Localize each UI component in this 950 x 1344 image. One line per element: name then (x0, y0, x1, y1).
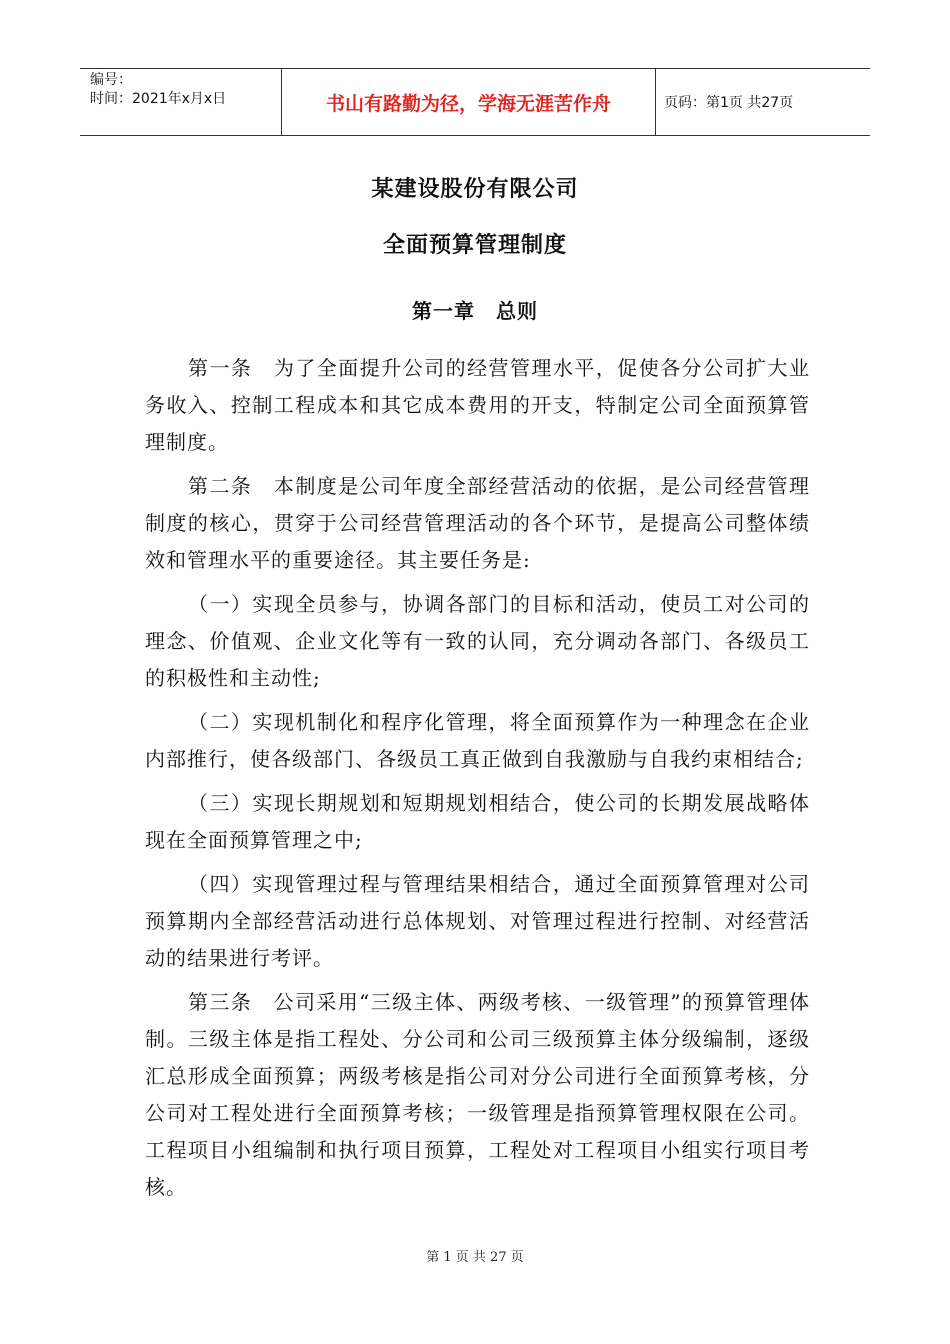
header-motto-cell (282, 69, 656, 135)
header-page-cell (656, 69, 870, 135)
document-title: 全面预算管理制度 (382, 233, 567, 258)
paragraph: （三）实现长期规划和短期规划相结合，使公司的长期发展战略体现在全面预算管理之中; (145, 791, 810, 852)
document-body (145, 350, 810, 1213)
company-title: 某建设股份有限公司 (371, 177, 579, 202)
paragraph: （四）实现管理过程与管理结果相结合，通过全面预算管理对公司预算期内全部经营活动进行总体规划、对管理过程进行控制、对经营活动的结果进行考评。 (145, 872, 810, 970)
header-meta-cell (80, 69, 282, 135)
number-label: 编号： (90, 72, 132, 88)
page-header (80, 68, 870, 136)
page-footer: 第 1 页 共 27 页 (426, 1250, 524, 1265)
paragraph: 第二条 本制度是公司年度全部经营活动的依据，是公司经营管理制度的核心，贯穿于公司经营管理活动的各个环节，是提高公司整体绩效和管理水平的重要途径。其主要任务是: (145, 474, 810, 572)
page-info: 页码：第1页 共27页 (664, 95, 794, 111)
paragraph: 第三条 公司采用“三级主体、两级考核、一级管理”的预算管理体制。三级主体是指工程处、分公司和公司三级预算主体分级编制，逐级汇总形成全面预算；两级考核是指公司对分公司进行全面预算考核，分公司对工程处进行全面预算考核；一级管理是指预算管理权限在公司。工程项目小组编制和执行项目预算，工程处对工程项目小组实行项目考核。 (145, 990, 810, 1199)
paragraph: （二）实现机制化和程序化管理，将全面预算作为一种理念在企业内部推行，使各级部门、各级员工真正做到自我激励与自我约束相结合; (145, 710, 810, 771)
motto-text: 书山有路勤为径，学海无涯苦作舟 (325, 92, 611, 115)
paragraph: 第一条 为了全面提升公司的经营管理水平，促使各分公司扩大业务收入、控制工程成本和其它成本费用的开支，特制定公司全面预算管理制度。 (145, 356, 810, 454)
paragraph: （一）实现全员参与，协调各部门的目标和活动，使员工对公司的理念、价值观、企业文化等有一致的认同，充分调动各部门、各级员工的积极性和主动性; (145, 592, 810, 690)
time-label: 时间：2021年x月x日 (90, 91, 227, 107)
chapter-heading: 第一章 总则 (412, 299, 538, 323)
